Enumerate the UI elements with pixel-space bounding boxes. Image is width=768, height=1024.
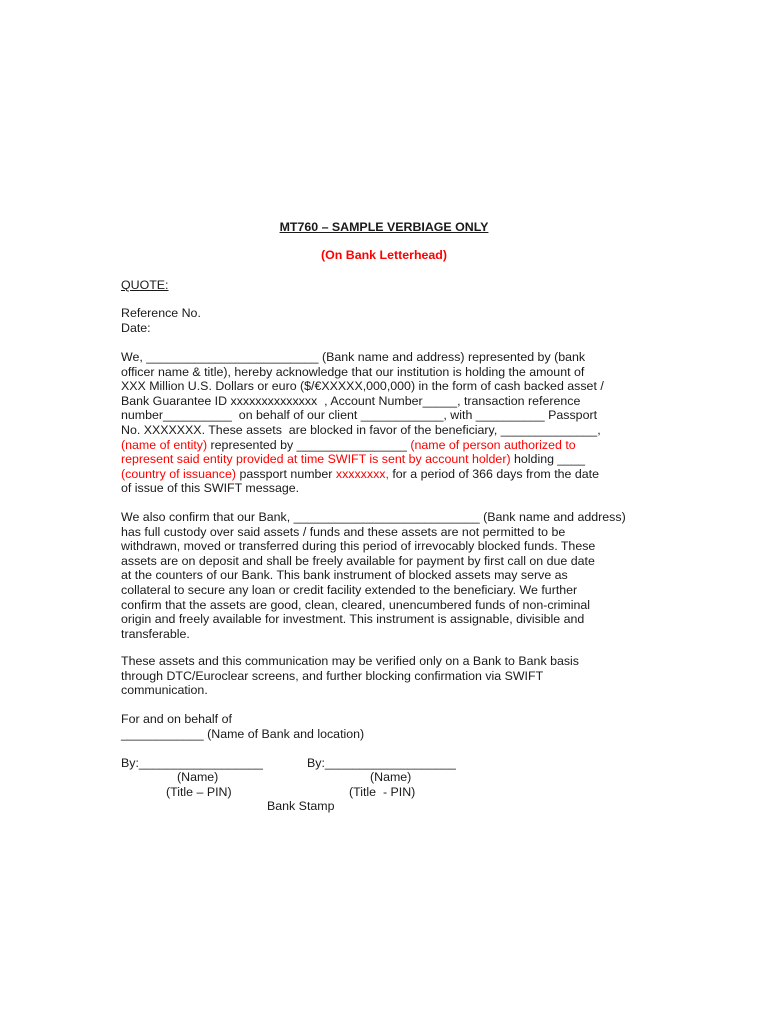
paragraph-line — [121, 467, 656, 482]
paragraph-line — [121, 365, 656, 380]
reference-label: Reference No. — [121, 306, 201, 320]
body-text: officer name & title), hereby acknowledge that our institution is holding the amount of — [121, 364, 585, 379]
body-text: of issue of this SWIFT message. — [121, 481, 300, 496]
paragraph-line: These assets and this communication may be verified only on a Bank to Bank basis — [121, 654, 580, 668]
body-text: number__________ on behalf of our client ____________, with __________ Passport — [121, 408, 598, 423]
confirmation-paragraph — [121, 510, 656, 641]
red-placeholder-text: (country of issuance) — [121, 466, 237, 481]
paragraph-line — [121, 408, 656, 423]
body-text: XXX Million U.S. Dollars or euro ($/€XXXXX,000,000) in the form of cash backed asset / — [121, 379, 604, 394]
body-text: represented by ________________ — [207, 437, 411, 452]
signature-line-left: By:__________________ — [121, 756, 263, 770]
document-title: MT760 – SAMPLE VERBIAGE ONLY — [279, 220, 489, 234]
paragraph-line: assets are on deposit and shall be freely available for payment by first call on due date — [121, 553, 595, 568]
red-placeholder-text: (name of entity) — [121, 437, 208, 452]
red-placeholder-text: represent said entity provided at time SWIFT is sent by account holder) — [121, 452, 511, 467]
signer-name-left: (Name) — [177, 770, 219, 784]
paragraph-line — [121, 438, 656, 453]
paragraph-line: origin and freely available for investment. This instrument is assignable, divisible and — [121, 612, 585, 627]
bank-name-line: ____________ (Name of Bank and location) — [121, 727, 365, 741]
paragraph-line: at the counters of our Bank. This bank instrument of blocked assets may serve as — [121, 568, 568, 583]
red-placeholder-text: (name of person authorized to — [410, 437, 576, 452]
body-text: passport number — [236, 466, 336, 481]
body-text: for a period of 366 days from the date — [388, 466, 599, 481]
paragraph-line — [121, 350, 656, 365]
bank-stamp-label: Bank Stamp — [267, 799, 335, 813]
paragraph-line: withdrawn, moved or transferred during this period of irrevocably blocked funds. These — [121, 539, 596, 554]
paragraph-line — [121, 394, 656, 409]
paragraph-line — [121, 423, 656, 438]
red-placeholder-text: xxxxxxxx, — [335, 466, 389, 481]
quote-label: QUOTE: — [121, 278, 169, 292]
body-text: Bank Guarantee ID xxxxxxxxxxxxxx , Account Number_____, transaction reference — [121, 393, 581, 408]
paragraph-line: has full custody over said assets / funds and these assets are not permitted to be — [121, 524, 566, 539]
signer-title-right: (Title - PIN) — [349, 785, 416, 799]
paragraph-line — [121, 379, 656, 394]
body-text: We, _________________________ (Bank name and address) represented by (bank — [121, 350, 586, 364]
paragraph-line — [121, 452, 656, 467]
body-text: No. XXXXXXX. These assets are blocked in favor of the beneficiary, ______________, — [121, 422, 601, 437]
signer-name-right: (Name) — [370, 770, 412, 784]
paragraph-line — [121, 481, 656, 496]
acknowledgement-paragraph — [121, 350, 656, 496]
paragraph-line: communication. — [121, 683, 208, 698]
paragraph-line: through DTC/Euroclear screens, and further blocking confirmation via SWIFT — [121, 668, 544, 683]
paragraph-line: We also confirm that our Bank, ___________________________ (Bank name and address) — [121, 510, 626, 524]
signature-line-right: By:___________________ — [307, 756, 456, 770]
date-label: Date: — [121, 321, 151, 335]
signer-title-left: (Title – PIN) — [166, 785, 232, 799]
letterhead-note: (On Bank Letterhead) — [321, 248, 447, 262]
verification-paragraph — [121, 654, 656, 698]
paragraph-line: collateral to secure any loan or credit facility extended to the beneficiary. We further — [121, 582, 578, 597]
paragraph-line: confirm that the assets are good, clean, cleared, unencumbered funds of non-criminal — [121, 597, 591, 612]
on-behalf-label: For and on behalf of — [121, 712, 232, 726]
body-text: holding ____ — [510, 452, 585, 467]
paragraph-line: transferable. — [121, 626, 190, 641]
